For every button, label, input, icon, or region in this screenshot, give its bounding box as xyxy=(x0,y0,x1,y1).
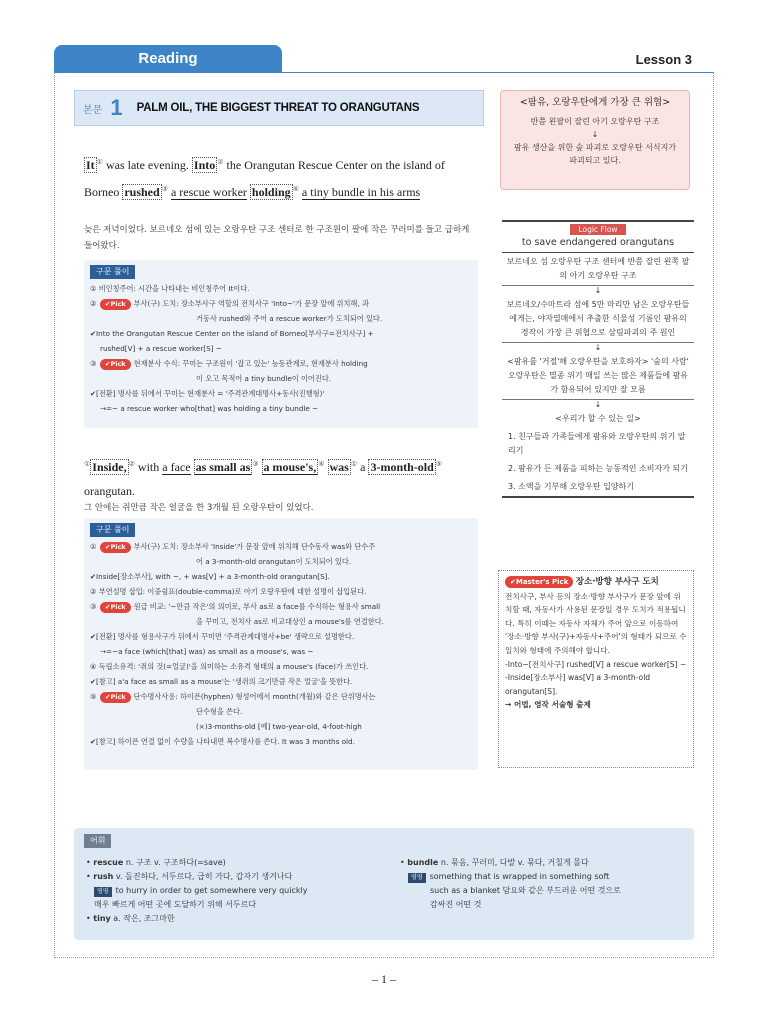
note-line: ④ 독립소유격: '쥐의 것(=얼굴)'을 의미하는 소유격 형태의 a mouse's (face)가 쓰인다. xyxy=(90,662,369,671)
summary-box xyxy=(500,90,690,190)
logic-flow-box xyxy=(502,220,694,498)
phrase-a-mouses: a mouse's, xyxy=(263,460,317,474)
english-def-tag: 영영 xyxy=(94,887,112,897)
marker: ④ xyxy=(292,185,299,193)
phrase-rescue-worker: a rescue worker xyxy=(170,185,247,199)
passage-title: PALM OIL, THE BIGGEST THREAT TO ORANGUTANS xyxy=(136,102,420,114)
note-line: ✔Inside[장소부사], with ~, + was[V] + a 3-month-old orangutan[S]. xyxy=(90,572,330,581)
logic-step: 보르네오/수마트라 섬에 5만 마리만 남은 오랑우탄들에게는, 야자열매에서 추출한 식물성 기름인 팜유의 경작이 가장 큰 위협으로 삼림파괴의 주 원인 xyxy=(506,300,690,337)
pick-badge: ✔Pick xyxy=(100,542,131,553)
pick-badge: ✔Pick xyxy=(100,602,131,613)
passage-number: 1 xyxy=(110,95,123,120)
phrase-as-small-as: as small as xyxy=(195,460,251,474)
phrase-a-face: a face xyxy=(162,460,191,474)
note-line: ✔Into the Orangutan Rescue Center on the island of Borneo[부사구=전치사구] + xyxy=(90,329,374,338)
passage-label: 본문 xyxy=(83,104,103,116)
notes-title: 구문 풀이 xyxy=(90,523,135,537)
phrase-tiny-bundle: a tiny bundle in his arms xyxy=(301,185,421,199)
note-line xyxy=(90,296,472,311)
marker: ① xyxy=(96,158,103,166)
vocab-term: bundle xyxy=(407,858,439,867)
note-line: ✔[참고] a'a face as small as a mouse'는 '생쥐의 크기만큼 작은 얼굴'을 뜻한다. xyxy=(90,677,353,686)
note-line: rushed[V] + a rescue worker[S] ~ xyxy=(100,344,222,353)
text-run: was late evening. xyxy=(102,158,192,172)
note-line: ① 비인칭주어: 시간을 나타내는 비인칭주어 It이다. xyxy=(90,284,250,293)
masters-pick-tag: ✔Master's Pick xyxy=(505,576,573,588)
marker: ① xyxy=(84,460,91,468)
vocab-korean-def: 감싸진 어떤 것 xyxy=(430,900,482,909)
note-text: 부사(구) 도치: 장소부사구 역할의 전치사구 'Into~'가 문장 앞에 위치해, 과 xyxy=(133,299,369,308)
marker: ① xyxy=(350,460,358,468)
logic-flow-subtitle: to save endangered orangutans xyxy=(502,235,694,253)
text-run: with xyxy=(134,460,163,474)
vocab-def: v. 돌진하다, 서두르다, 급히 가다, 갑자기 생겨나다 xyxy=(115,872,293,881)
vocab-korean-def: 매우 빠르게 어떤 곳에 도달하기 위해 서두르다 xyxy=(94,900,257,909)
arrow-down-icon: ↓ xyxy=(591,130,599,139)
note-number: ② xyxy=(90,299,97,308)
word-inside: Inside, xyxy=(92,460,127,474)
note-line: ② 부연설명 삽입: 이중쉼표(double-comma)로 아기 오랑우탄에 대한 설명이 삽입된다. xyxy=(90,587,367,596)
note-line: 거동사 rushed와 주어 a rescue worker가 도치되어 있다. xyxy=(196,314,383,323)
page-number: – 1 – xyxy=(372,972,396,986)
text-run: the Orangutan Rescue Center on the island of Borneo xyxy=(84,158,445,199)
marker: ② xyxy=(128,460,135,468)
english-def-tag: 영영 xyxy=(408,873,426,883)
notes-title: 구문 풀이 xyxy=(90,265,135,279)
marker: ② xyxy=(217,158,224,166)
note-text: 단수명사사용: 하이픈(hyphen) 형성어에서 month(개월)와 같은 단위명사는 xyxy=(133,692,376,701)
summary-heading: <팜유, 오랑우탄에게 가장 큰 위협> xyxy=(519,97,671,108)
vocab-entry: • rescue n. 구조 v. 구조하다(=save) xyxy=(86,858,226,867)
note-line: ✔[전환] 명사를 뒤에서 꾸미는 현재분사 = '주격관계대명사+동사(진행형)' xyxy=(90,389,325,398)
passage-title-bar xyxy=(74,90,484,126)
summary-line: 반쯤 왼팔이 잘린 아기 오랑우탄 구조 xyxy=(530,117,660,126)
masters-pick-heading: 장소·방향 부사구 도치 xyxy=(575,577,659,587)
logic-step: <우리가 할 수 있는 일> xyxy=(555,414,641,423)
lesson-label: Lesson 3 xyxy=(635,52,692,67)
grammar-notes-2 xyxy=(84,518,478,770)
note-line xyxy=(90,689,472,704)
logic-flow-tag: Logic Flow xyxy=(570,224,625,235)
grammar-notes-1 xyxy=(84,260,478,428)
note-line: →=~ a rescue worker who[that] was holding a tiny bundle ~ xyxy=(100,404,319,413)
word-it: It xyxy=(86,158,95,172)
vocab-english-def xyxy=(400,870,690,884)
note-line: 이 오고 목적어 a tiny bundle이 이어진다. xyxy=(196,374,332,383)
vocab-def: something that is wrapped in something soft xyxy=(429,872,610,881)
vocab-english-def: such as a blanket 담요와 같은 부드러운 어떤 것으로 xyxy=(430,886,621,895)
vocab-term: rescue xyxy=(93,858,124,867)
word-3-month-old: 3-month-old xyxy=(370,460,434,474)
vocabulary-box xyxy=(74,828,694,940)
section-tab-reading: Reading xyxy=(54,45,282,73)
vocab-def: n. 묶음, 꾸러미, 다발 v. 묶다, 거칠게 몰다 xyxy=(440,858,589,867)
word-into: Into xyxy=(193,158,216,172)
note-line: 어 a 3-month-old orangutan이 도치되어 있다. xyxy=(196,557,352,566)
note-line: (×)3-months-old [예] two-year-old, 4-foot-high xyxy=(196,722,362,731)
vocab-term: rush xyxy=(93,872,114,881)
arrow-down-icon: ↓ xyxy=(502,399,694,410)
note-number: ③ xyxy=(90,359,97,368)
text-run: a xyxy=(357,460,369,474)
pick-badge: ✔Pick xyxy=(100,692,131,703)
masters-pick-example: -Inside[장소부사] was[V] a 3-month-old orangutan[S]. xyxy=(505,673,651,696)
masters-pick-example: -Into~[전치사구] rushed[V] a rescue worker[S] ~ xyxy=(505,659,687,669)
note-line xyxy=(90,539,472,554)
note-line: ✔[참고] 하이픈 연결 없이 수량을 나타내면 복수명사를 쓴다. It was 3 months old. xyxy=(90,737,355,746)
marker: ⑤ xyxy=(435,460,443,468)
logic-step: 보르네오 섬 오랑우탄 구조 센터에 반쯤 잘린 왼쪽 팔의 아기 오랑우탄 구조 xyxy=(506,257,690,280)
note-line: →=~a face (which[that] was) as small as a mouse's, was ~ xyxy=(100,647,314,656)
logic-item: 2. 팜유가 든 제품을 피하는 능동적인 소비자가 되기 xyxy=(508,464,688,473)
masters-pick-box xyxy=(498,570,694,768)
vocab-column-right xyxy=(400,856,690,912)
note-line: 단수형을 쓴다. xyxy=(196,707,243,716)
word-was: was xyxy=(329,460,349,474)
text-run: orangutan. xyxy=(84,484,135,498)
vocab-def: n. 구조 v. 구조하다(=save) xyxy=(125,858,226,867)
vocab-column-left xyxy=(86,856,386,926)
arrow-down-icon: ↓ xyxy=(502,342,694,353)
pick-badge: ✔Pick xyxy=(100,299,131,310)
marker: ③ xyxy=(161,185,168,193)
note-line: 을 꾸미고, 전치사 as로 비교대상인 a mouse's를 연결한다. xyxy=(196,617,384,626)
vocab-entry: • rush v. 돌진하다, 서두르다, 급히 가다, 갑자기 생겨나다 xyxy=(86,872,293,881)
note-text: 부사(구) 도치: 장소부사 'Inside'가 문장 앞에 위치해 단수동사 was와 단수주 xyxy=(133,542,376,551)
marker: ③ xyxy=(252,460,259,468)
masters-pick-note: → 어법, 영작 서술형 출제 xyxy=(505,700,591,710)
vocab-term: tiny xyxy=(93,914,111,923)
passage-text-2 xyxy=(84,452,478,503)
note-number: ⑤ xyxy=(90,692,97,701)
vocab-def: a. 작은, 조그마한 xyxy=(113,914,175,923)
note-number: ③ xyxy=(90,602,97,611)
note-number: ① xyxy=(90,542,97,551)
note-text: 현재분사 수식: 꾸미는 구조원이 '잡고 있는' 능동관계로, 현재분사 holding xyxy=(133,359,368,368)
vocab-english-def xyxy=(86,884,386,898)
logic-item: 1. 친구들과 가족들에게 팜유와 오랑우탄의 위기 알리기 xyxy=(508,432,686,455)
marker: ④ xyxy=(318,460,325,468)
pick-badge: ✔Pick xyxy=(100,359,131,370)
word-rushed: rushed xyxy=(124,185,160,199)
vocab-entry: • bundle n. 묶음, 꾸러미, 다발 v. 묶다, 거칠게 몰다 xyxy=(400,858,589,867)
passage-text-1 xyxy=(84,150,478,204)
passage-translation-2: 그 안에는 쥐만큼 작은 얼굴을 한 3개월 된 오랑우탄이 있었다. xyxy=(84,503,314,513)
masters-pick-body: 전치사구, 부사 등의 장소·방향 부사구가 문장 앞에 위치할 때, 자동사가 사용된 문장일 경우 도치가 적용됩니다. 특히 이때는 자동사 자체가 주어 앞으로 이동하여 '장소·방향 부사(구)+자동사+주어'의 형태가 되므로 수 일치와 형태에 주의해야 합니다. xyxy=(505,591,687,655)
arrow-down-icon: ↓ xyxy=(502,285,694,296)
vocab-def: to hurry in order to get somewhere very quickly xyxy=(115,886,308,895)
note-text: 원급 비교: '~만큼 작은'의 의미로, 부사 as로 a face를 수식하는 형용사 small xyxy=(133,602,381,611)
note-line xyxy=(90,599,472,614)
vocab-entry: • tiny a. 작은, 조그마한 xyxy=(86,914,175,923)
note-line: ✔[전환] 명사를 형용사구가 뒤에서 꾸미면 '주격관계대명사+be' 생략으로 설명한다. xyxy=(90,632,355,641)
summary-line: 팜유 생산을 위한 숲 파괴로 오랑우탄 서식지가 파괴되고 있다. xyxy=(513,143,677,165)
passage-translation-1: 늦은 저녁이었다. 보르네오 섬에 있는 오랑우탄 구조 센터로 한 구조원이 팔에 작은 꾸러미를 들고 급하게 들어왔다. xyxy=(84,225,470,251)
word-holding: holding xyxy=(251,185,291,199)
note-line xyxy=(90,356,472,371)
logic-step: <팜유를 '거절'해 오랑우탄을 보호하자> '숲의 사람' 오랑우탄은 멸종 위기 매일 쓰는 많은 제품들에 팜유가 함유되어 있지만 잘 모름 xyxy=(507,357,689,394)
vocabulary-title: 어휘 xyxy=(84,834,111,848)
logic-item: 3. 소액을 기부해 오랑우탄 입양하기 xyxy=(508,482,634,491)
